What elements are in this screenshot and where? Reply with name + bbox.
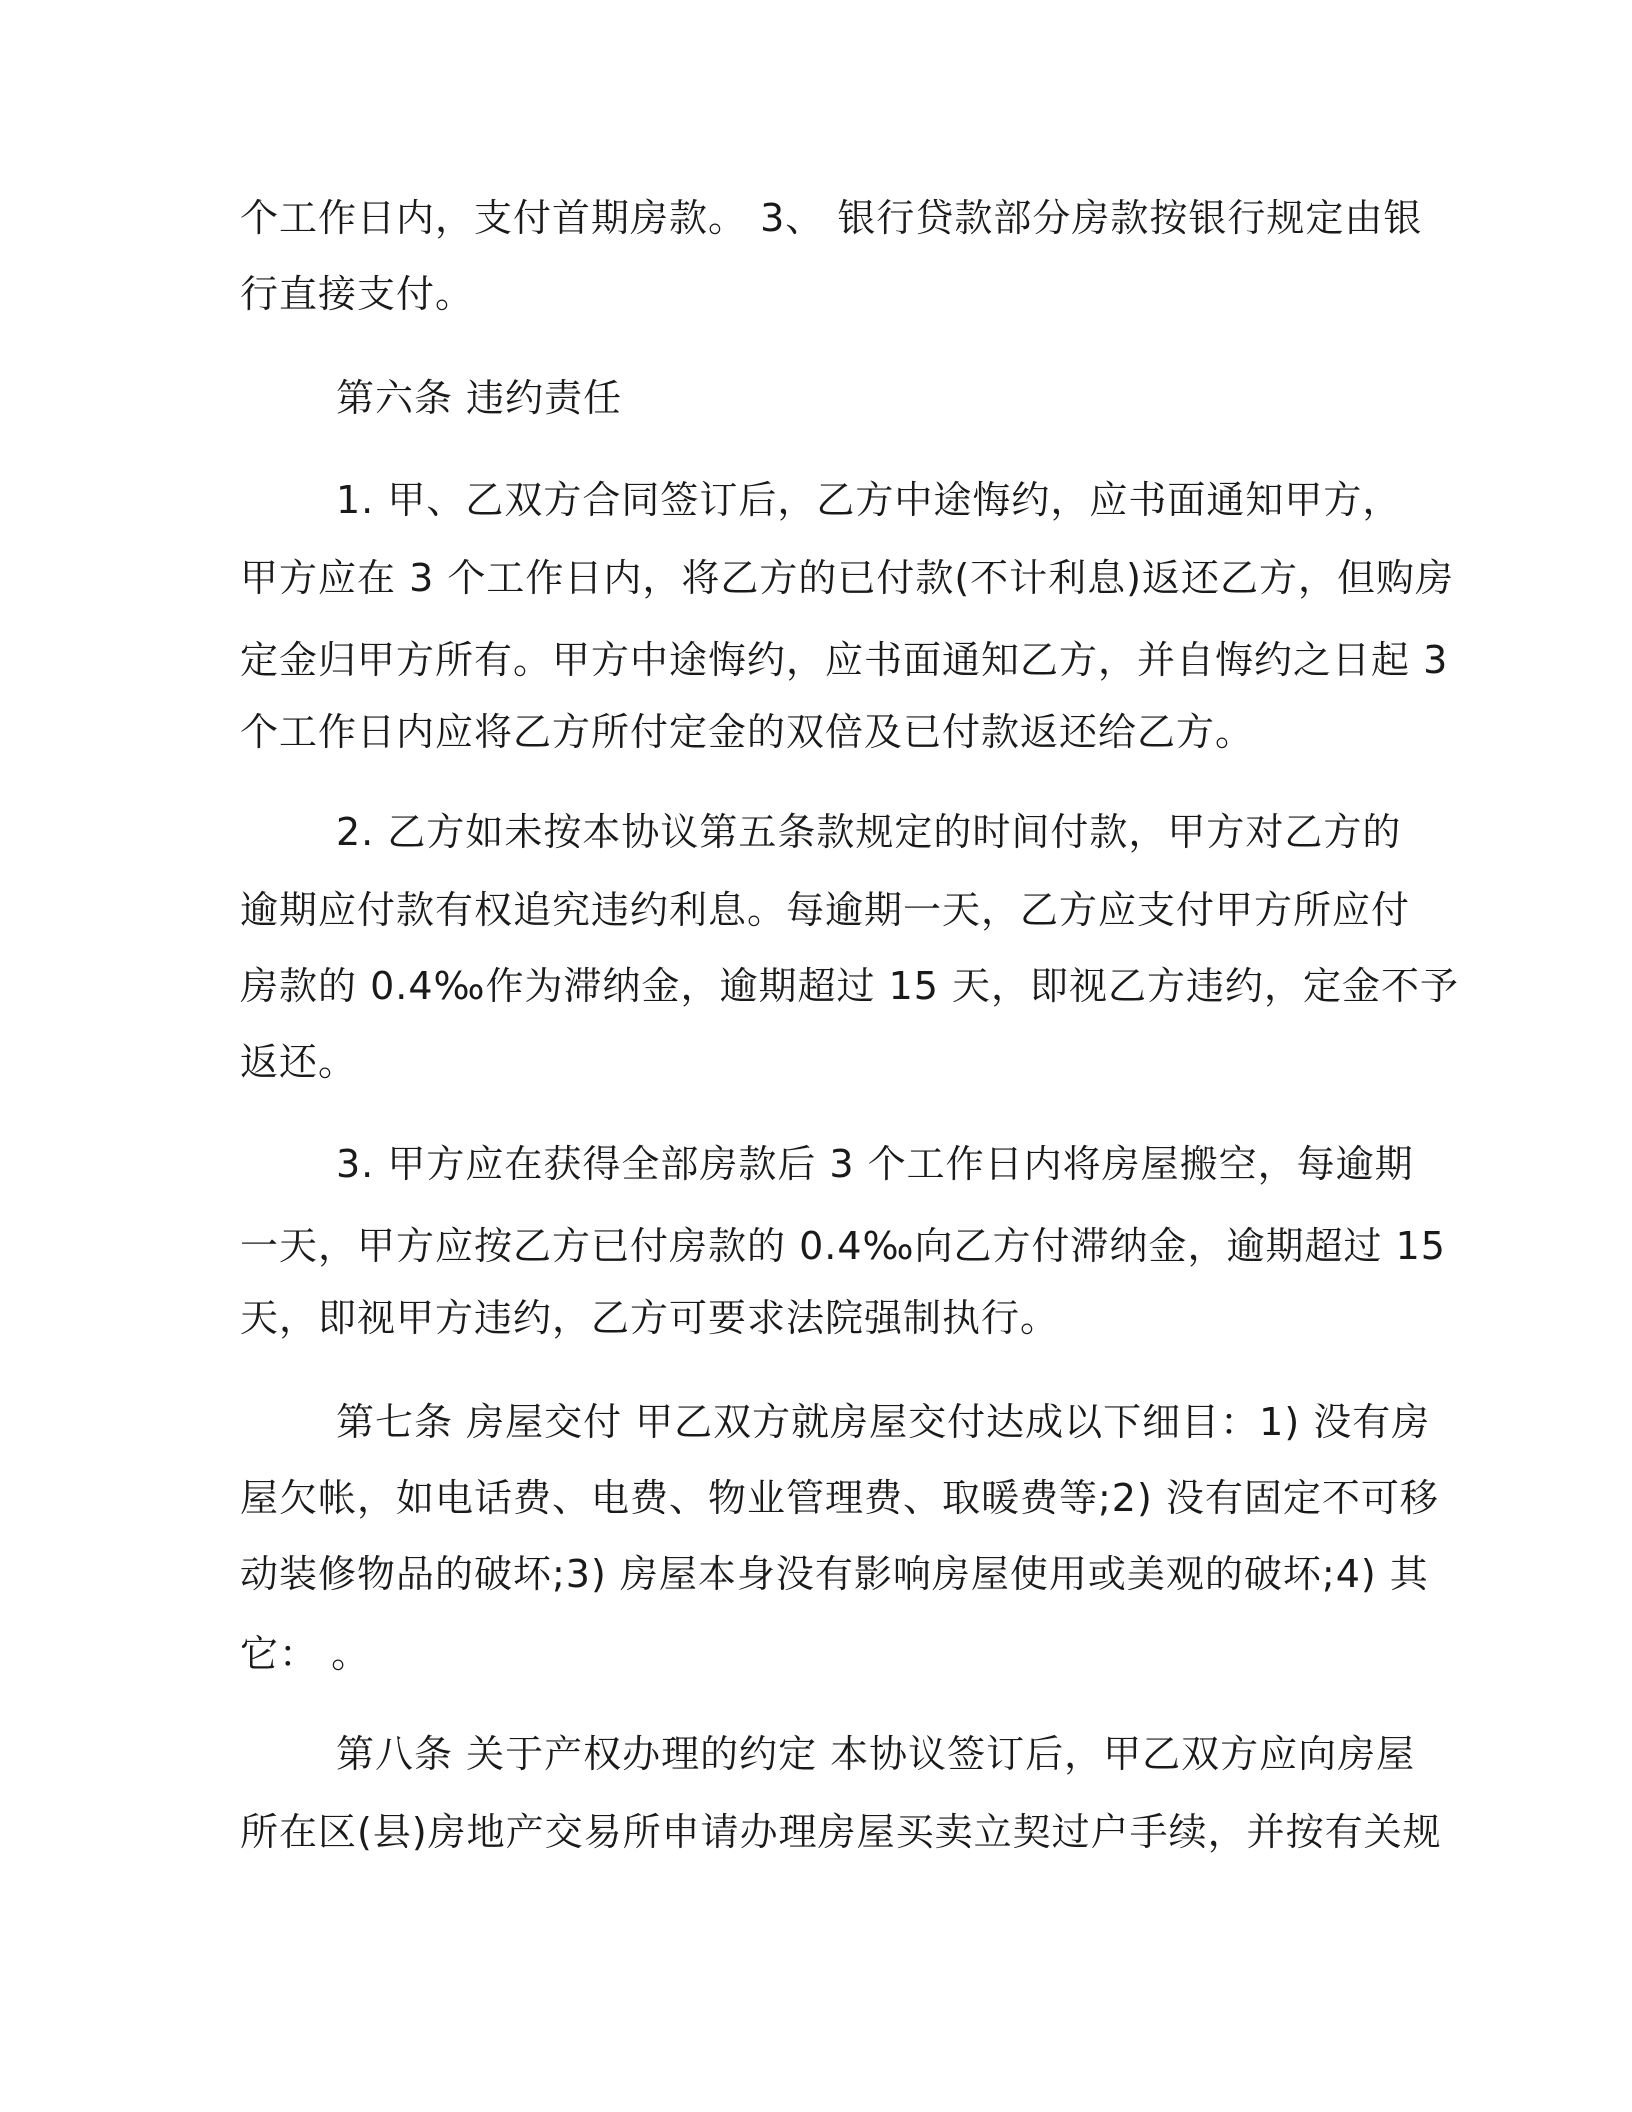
text-line: 房款的 0.4‰作为滞纳金，逾期超过 15 天，即视乙方违约，定金不予 bbox=[240, 964, 1460, 1008]
text-line: 3. 甲方应在获得全部房款后 3 个工作日内将房屋搬空，每逾期 bbox=[336, 1142, 1414, 1186]
section-heading-6: 第六条 违约责任 bbox=[336, 376, 623, 420]
text-line: 一天，甲方应按乙方已付房款的 0.4‰向乙方付滞纳金，逾期超过 15 bbox=[240, 1224, 1446, 1268]
text-line: 1. 甲、乙双方合同签订后，乙方中途悔约，应书面通知甲方， bbox=[336, 478, 1402, 522]
text-line: 2. 乙方如未按本协议第五条款规定的时间付款，甲方对乙方的 bbox=[336, 810, 1402, 854]
text-line: 返还。 bbox=[240, 1040, 358, 1084]
text-line: 甲方应在 3 个工作日内，将乙方的已付款(不计利息)返还乙方，但购房 bbox=[240, 556, 1454, 600]
text-line: 动装修物品的破坏;3) 房屋本身没有影响房屋使用或美观的破坏;4) 其 bbox=[240, 1552, 1429, 1596]
section-heading-7: 第七条 房屋交付 甲乙双方就房屋交付达成以下细目：1) 没有房 bbox=[336, 1400, 1431, 1444]
text-line: 天，即视甲方违约，乙方可要求法院强制执行。 bbox=[240, 1296, 1060, 1340]
text-line: 定金归甲方所有。甲方中途悔约，应书面通知乙方，并自悔约之日起 3 bbox=[240, 638, 1449, 682]
text-line: 行直接支付。 bbox=[240, 272, 475, 316]
text-line: 个工作日内应将乙方所付定金的双倍及已付款返还给乙方。 bbox=[240, 710, 1255, 754]
text-line: 个工作日内，支付首期房款。 3、 银行贷款部分房款按银行规定由银 bbox=[240, 196, 1423, 240]
text-line: 它： 。 bbox=[240, 1632, 371, 1676]
text-line: 逾期应付款有权追究违约利息。每逾期一天，乙方应支付甲方所应付 bbox=[240, 888, 1411, 932]
text-line: 屋欠帐，如电话费、电费、物业管理费、取暖费等;2) 没有固定不可移 bbox=[240, 1476, 1439, 1520]
text-line: 所在区(县)房地产交易所申请办理房屋买卖立契过户手续，并按有关规 bbox=[240, 1810, 1442, 1854]
section-heading-8: 第八条 关于产权办理的约定 本协议签订后，甲乙双方应向房屋 bbox=[336, 1732, 1416, 1776]
